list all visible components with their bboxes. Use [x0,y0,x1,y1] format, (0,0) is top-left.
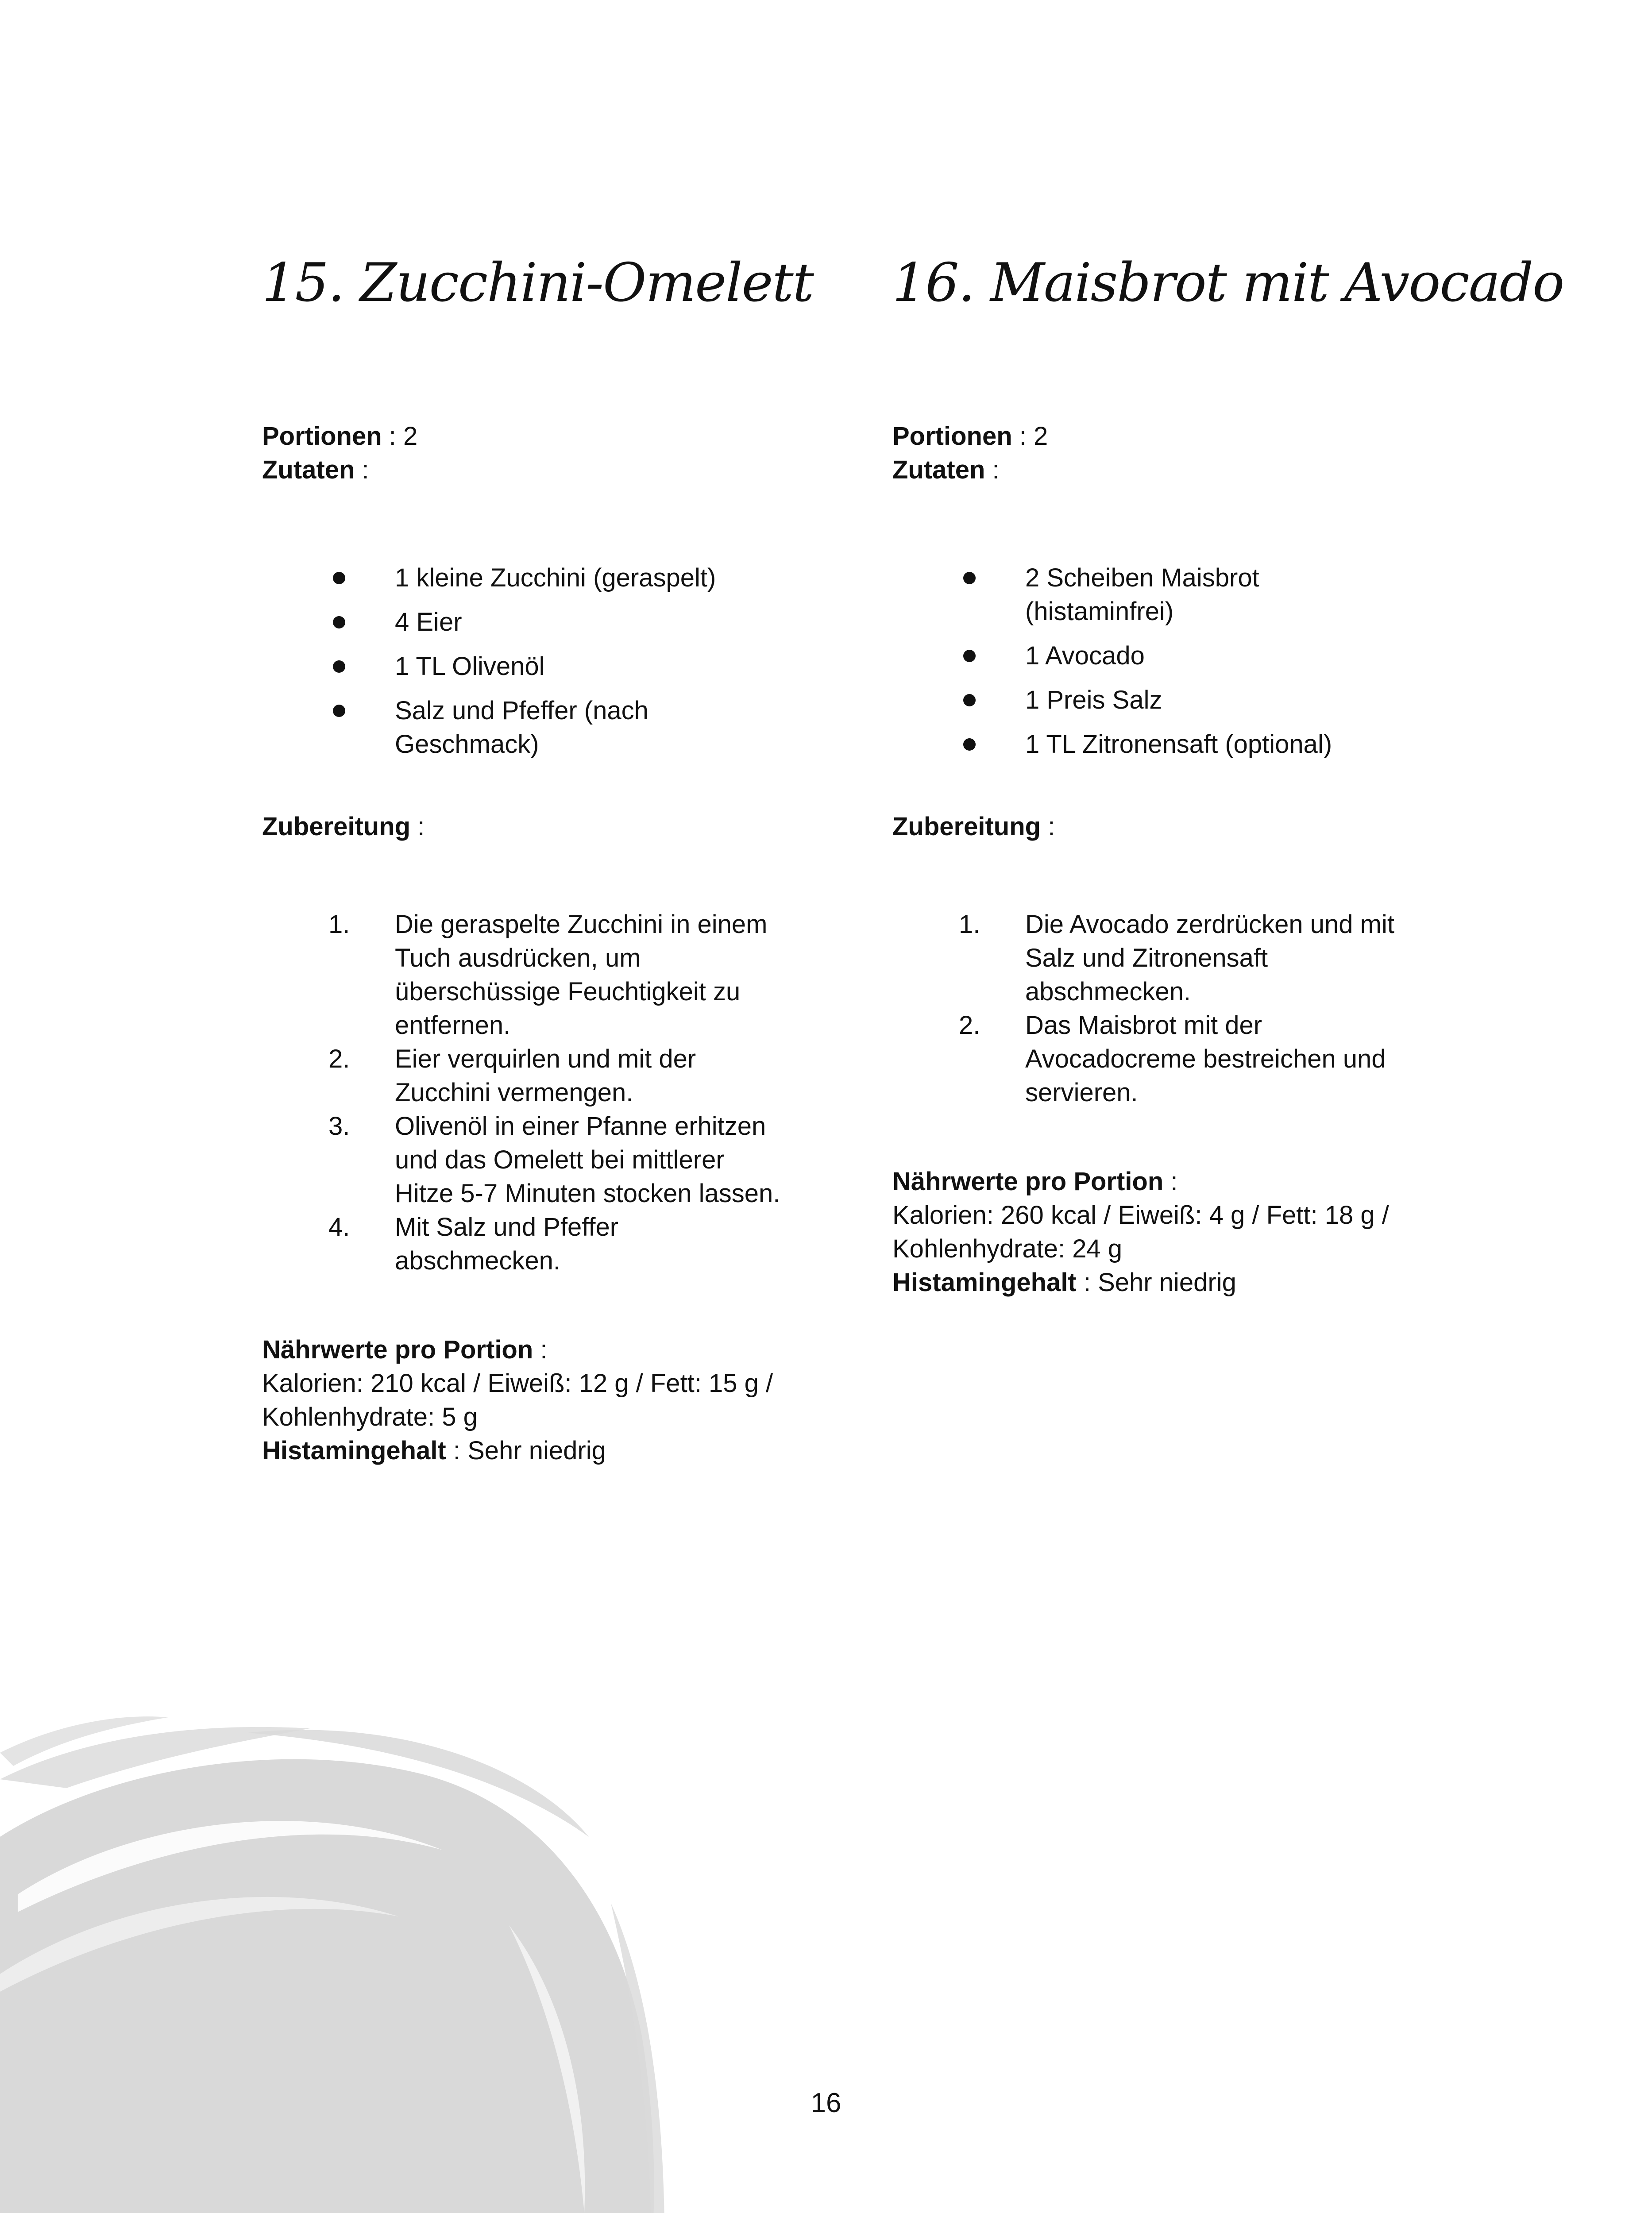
ingredients-heading [892,453,1415,487]
ingredient-item [892,639,1415,673]
step-item [262,1211,784,1278]
ingredients-list [262,561,784,761]
step-number: 2. [328,1045,350,1073]
step-number: 3. [328,1112,350,1141]
portions-line [892,420,1415,453]
ingredient-item [262,650,784,683]
step-number: 4. [328,1213,350,1241]
ingredients-colon: : [985,455,1000,484]
recipe-16 [892,248,1564,1299]
nutrition-label: Nährwerte pro Portion [262,1335,533,1364]
recipe-meta [892,420,1415,487]
bullet-icon [963,572,976,584]
ingredient-item [892,683,1415,717]
bullet-icon [333,660,345,673]
nutrition-block [892,1165,1415,1299]
nutrition-colon: : [1163,1167,1178,1196]
step-item [262,1042,784,1110]
recipe-title: 15. Zucchini-Omelett [262,252,813,314]
preparation-label: Zubereitung [262,812,411,841]
portions-value: : 2 [382,422,418,451]
ingredient-text: 1 Avocado [1025,641,1145,670]
ingredient-text: 1 Preis Salz [1025,686,1162,714]
step-number: 1. [328,910,350,939]
step-number: 1. [959,910,980,939]
bullet-icon [333,705,345,717]
bullet-icon [333,572,345,584]
step-text: Eier verquirlen und mit der Zucchini vermengen. [395,1045,696,1107]
step-item [262,908,784,1042]
histamine-label: Histamingehalt [892,1268,1077,1297]
bullet-icon [963,738,976,751]
bullet-icon [963,694,976,706]
portions-value: : 2 [1012,422,1048,451]
ingredient-item [262,694,784,761]
ingredient-text: 1 kleine Zucchini (geraspelt) [395,563,716,592]
ingredient-item [892,561,1415,628]
ingredients-label: Zutaten [262,455,355,484]
ingredients-label: Zutaten [892,455,985,484]
step-text: Mit Salz und Pfeffer abschmecken. [395,1213,619,1275]
recipe-meta [262,420,784,487]
nutrition-heading [262,1333,784,1367]
preparation-colon: : [410,812,425,841]
preparation-heading [262,810,784,844]
step-text: Die Avocado zerdrücken und mit Salz und Zitronensaft abschmecken. [1025,910,1394,1006]
histamine-label: Histamingehalt [262,1436,446,1465]
step-item [892,1009,1415,1110]
portions-label: Portionen [892,422,1012,451]
recipe-15 [262,248,813,1468]
nutrition-values: Kalorien: 210 kcal / Eiweiß: 12 g / Fett: 15 g / Kohlenhydrate: 5 g [262,1369,773,1431]
steps-list [892,908,1415,1110]
step-number: 2. [959,1011,980,1040]
histamine-value: : Sehr niedrig [446,1436,606,1465]
nutrition-colon: : [533,1335,548,1364]
ingredient-text: Salz und Pfeffer (nach Geschmack) [395,696,648,759]
ingredient-text: 1 TL Olivenöl [395,652,545,681]
nutrition-heading [892,1165,1415,1199]
step-text: Das Maisbrot mit der Avocadocreme bestreichen und servieren. [1025,1011,1386,1107]
nutrition-block [262,1333,784,1468]
preparation-label: Zubereitung [892,812,1041,841]
step-text: Olivenöl in einer Pfanne erhitzen und das Omelett bei mittlerer Hitze 5-7 Minuten stocken lassen. [395,1112,780,1208]
preparation-colon: : [1041,812,1055,841]
ingredient-item [892,728,1415,761]
bullet-icon [963,650,976,662]
preparation-heading [892,810,1415,844]
nutrition-values: Kalorien: 260 kcal / Eiweiß: 4 g / Fett: 18 g / Kohlenhydrate: 24 g [892,1201,1389,1263]
bullet-icon [333,616,345,628]
histamine-value: : Sehr niedrig [1076,1268,1236,1297]
nutrition-label: Nährwerte pro Portion [892,1167,1164,1196]
page-number: 16 [811,2088,841,2118]
ingredient-item [262,605,784,639]
portions-line [262,420,784,453]
histamine-line [262,1434,784,1468]
ingredient-item [262,561,784,595]
ingredients-colon: : [355,455,369,484]
step-item [892,908,1415,1009]
steps-list [262,908,784,1278]
recipe-title: 16. Maisbrot mit Avocado [892,252,1564,314]
step-item [262,1110,784,1211]
ingredient-text: 4 Eier [395,608,462,636]
ingredient-text: 1 TL Zitronensaft (optional) [1025,730,1332,759]
portions-label: Portionen [262,422,382,451]
step-text: Die geraspelte Zucchini in einem Tuch ausdrücken, um überschüssige Feuchtigkeit zu entfernen. [395,910,768,1040]
ingredient-text: 2 Scheiben Maisbrot (histaminfrei) [1025,563,1259,626]
histamine-line [892,1266,1415,1299]
ingredients-list [892,561,1415,761]
ingredients-heading [262,453,784,487]
